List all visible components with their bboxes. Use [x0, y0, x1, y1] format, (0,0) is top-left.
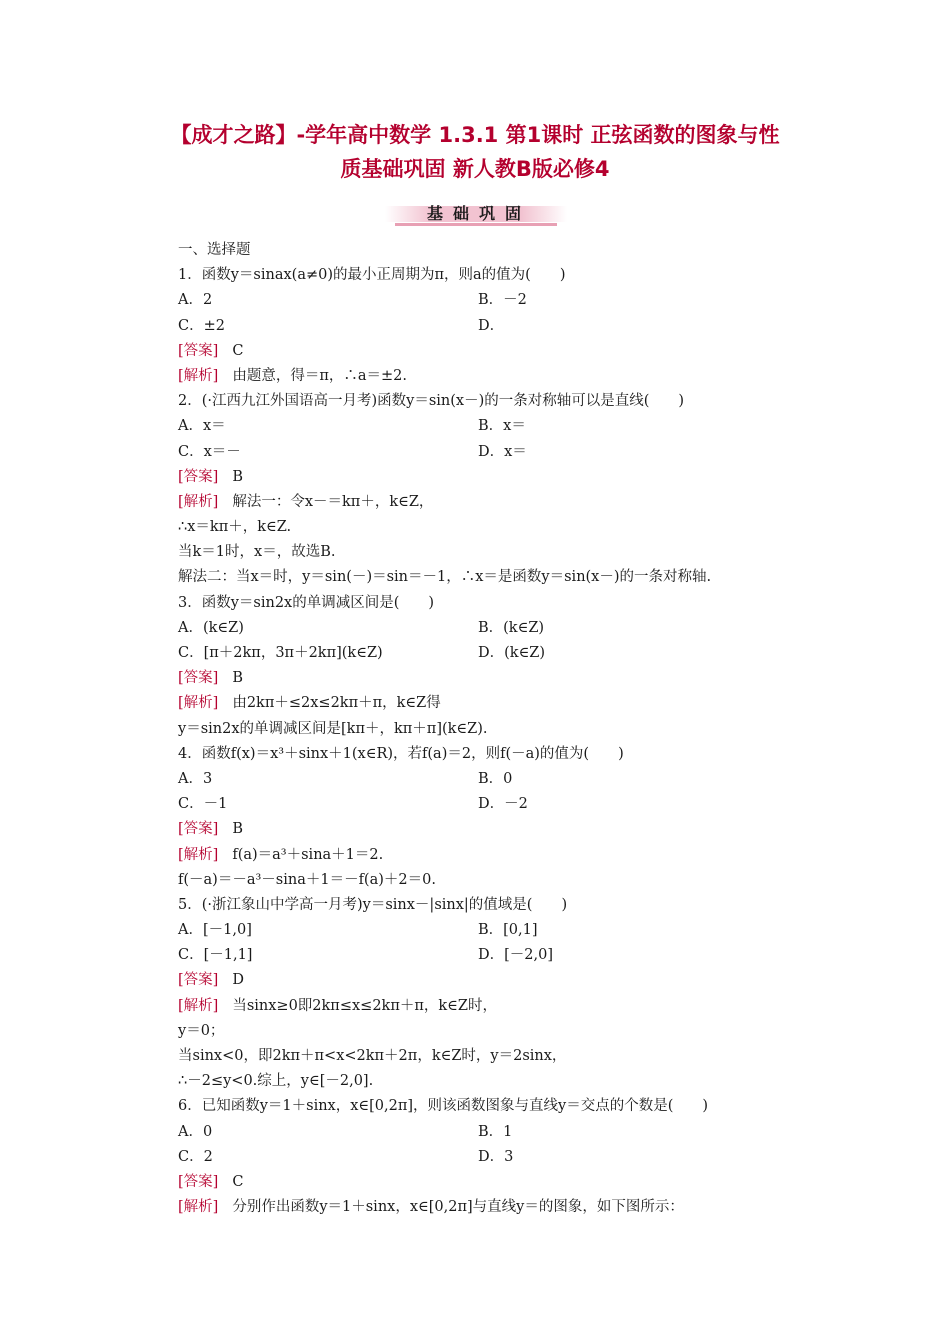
q2-explanation-line-3: 当k＝1时，x＝，故选B.	[178, 544, 336, 561]
q5-answer	[178, 968, 818, 993]
q3-explanation	[178, 691, 818, 716]
q2-explanation-line-2: ∴x＝kπ＋，k∈Z.	[178, 519, 292, 536]
answer-tag: [答案]	[178, 670, 219, 687]
q2-options-ab	[178, 414, 818, 439]
q5-option-b: B．[0,1]	[478, 922, 538, 939]
explanation-tag: [解析]	[178, 493, 219, 510]
q2-stem: 2．(·江西九江外国语高一月考)函数y＝sin(x－)的一条对称轴可以是直线( )	[178, 393, 685, 410]
q4-option-a: A．3	[178, 770, 213, 787]
section-banner	[385, 202, 567, 228]
q2-options-cd	[178, 440, 818, 465]
q1-options-cd	[178, 314, 818, 339]
q5-explanation-line-3: 当sinx<0，即2kπ＋π<x<2kπ＋2π，k∈Z时，y＝2sinx，	[178, 1048, 567, 1064]
q4-option-c: C．－1	[178, 796, 228, 813]
q1-option-c: C．±2	[178, 317, 225, 334]
explanation-tag: [解析]	[178, 997, 219, 1014]
q4-explanation	[178, 843, 818, 868]
q5-stem: 5．(·浙江象山中学高一月考)y＝sinx－|sinx|的值域是( )	[178, 896, 568, 913]
q4-explanation-text: f(a)＝a³＋sina＋1＝2.	[232, 846, 384, 863]
q6-option-c: C．2	[178, 1148, 213, 1165]
q6-option-d: D．3	[478, 1148, 514, 1165]
answer-tag: [答案]	[178, 821, 219, 838]
q2-explanation	[178, 490, 818, 515]
q2-explanation-line-4: 解法二：当x＝时，y＝sin(－)＝sin＝－1，∴x＝是函数y＝sin(x－)的一条对称轴.	[178, 569, 712, 586]
q1-options-ab	[178, 288, 818, 313]
q2-explanation-text: 解法一：令x－＝kπ＋，k∈Z，	[232, 493, 434, 510]
q4-options-cd	[178, 792, 818, 817]
answer-tag: [答案]	[178, 972, 219, 989]
explanation-tag: [解析]	[178, 367, 219, 384]
answer-tag: [答案]	[178, 342, 219, 359]
q5-explanation-text: 当sinx≥0即2kπ≤x≤2kπ＋π，k∈Z时，	[232, 997, 497, 1014]
explanation-tag: [解析]	[178, 1199, 219, 1216]
q6-answer-value: C	[232, 1173, 244, 1190]
q2-option-b: B．x＝	[478, 418, 526, 435]
q3-explanation-text: 由2kπ＋≤2x≤2kπ＋π，k∈Z得	[232, 695, 441, 712]
answer-tag: [答案]	[178, 1173, 219, 1190]
q6-stem: 6．已知函数y＝1＋sinx，x∈[0,2π]，则该函数图象与直线y＝交点的个数是( )	[178, 1098, 709, 1115]
q1-explanation-text: 由题意，得＝π，∴a＝±2.	[232, 367, 407, 384]
q5-explanation	[178, 994, 818, 1019]
q6-explanation-text: 分别作出函数y＝1＋sinx，x∈[0,2π]与直线y＝的图象，如下图所示：	[232, 1199, 684, 1216]
q3-option-d: D．(k∈Z)	[478, 645, 546, 661]
q1-answer	[178, 339, 818, 364]
q3-stem: 3．函数y＝sin2x的单调减区间是( )	[178, 594, 435, 611]
q2-option-d: D．x＝	[478, 443, 527, 460]
q5-options-cd	[178, 943, 818, 968]
q4-option-d: D．－2	[478, 796, 528, 813]
q1-option-b: B．－2	[478, 292, 527, 309]
q5-options-ab	[178, 918, 818, 943]
explanation-tag: [解析]	[178, 846, 219, 863]
q6-explanation	[178, 1195, 818, 1220]
q4-option-b: B．0	[478, 770, 513, 787]
q1-answer-value: C	[232, 342, 244, 359]
q5-explanation-line-4: ∴－2≤y<0.综上，y∈[－2,0].	[178, 1073, 374, 1090]
q3-options-cd	[178, 641, 818, 666]
banner-title: 基础巩固	[426, 204, 531, 223]
title-line-2: 质基础巩固 新人教B版必修4	[340, 157, 610, 181]
q1-option-a: A．2	[178, 292, 213, 309]
q1-option-d: D．	[478, 317, 505, 334]
q4-options-ab	[178, 767, 818, 792]
q5-option-c: C．[－1,1]	[178, 947, 253, 964]
q2-answer	[178, 465, 818, 490]
q5-answer-value: D	[232, 972, 244, 989]
document-title	[0, 118, 950, 186]
q1-stem: 1．函数y＝sinax(a≠0)的最小正周期为π，则a的值为( )	[178, 267, 566, 284]
answer-tag: [答案]	[178, 468, 219, 485]
q5-option-a: A．[－1,0]	[178, 922, 252, 939]
title-line-1: 【成才之路】-学年高中数学 1.3.1 第1课时 正弦函数的图象与性	[170, 123, 780, 147]
q2-option-c: C．x＝－	[178, 443, 241, 460]
question-list	[178, 238, 818, 1220]
q6-option-b: B．1	[478, 1123, 513, 1140]
q3-option-b: B．(k∈Z)	[478, 619, 545, 636]
q4-answer-value: B	[232, 821, 243, 838]
explanation-tag: [解析]	[178, 695, 219, 712]
q4-stem: 4．函数f(x)＝x³＋sinx＋1(x∈R)，若f(a)＝2，则f(－a)的值为( )	[178, 745, 624, 762]
q3-answer	[178, 666, 818, 691]
q3-options-ab	[178, 616, 818, 641]
q5-explanation-line-2: y＝0；	[178, 1022, 225, 1039]
q6-answer	[178, 1170, 818, 1195]
q1-explanation	[178, 364, 818, 389]
q6-option-a: A．0	[178, 1123, 213, 1140]
section-heading: 一、选择题	[178, 242, 251, 258]
q4-explanation-line-2: f(－a)＝－a³－sina＋1＝－f(a)＋2＝0.	[178, 871, 436, 888]
q2-option-a: A．x＝	[178, 418, 226, 435]
q3-answer-value: B	[232, 670, 243, 687]
q3-explanation-line-2: y＝sin2x的单调减区间是[kπ＋，kπ＋π](k∈Z).	[178, 720, 488, 737]
q4-answer	[178, 817, 818, 842]
q3-option-c: C．[π＋2kπ，3π＋2kπ](k∈Z)	[178, 645, 383, 661]
q6-options-ab	[178, 1120, 818, 1145]
q3-option-a: A．(k∈Z)	[178, 619, 244, 636]
q6-options-cd	[178, 1145, 818, 1170]
q5-option-d: D．[－2,0]	[478, 947, 553, 964]
q2-answer-value: B	[232, 468, 243, 485]
